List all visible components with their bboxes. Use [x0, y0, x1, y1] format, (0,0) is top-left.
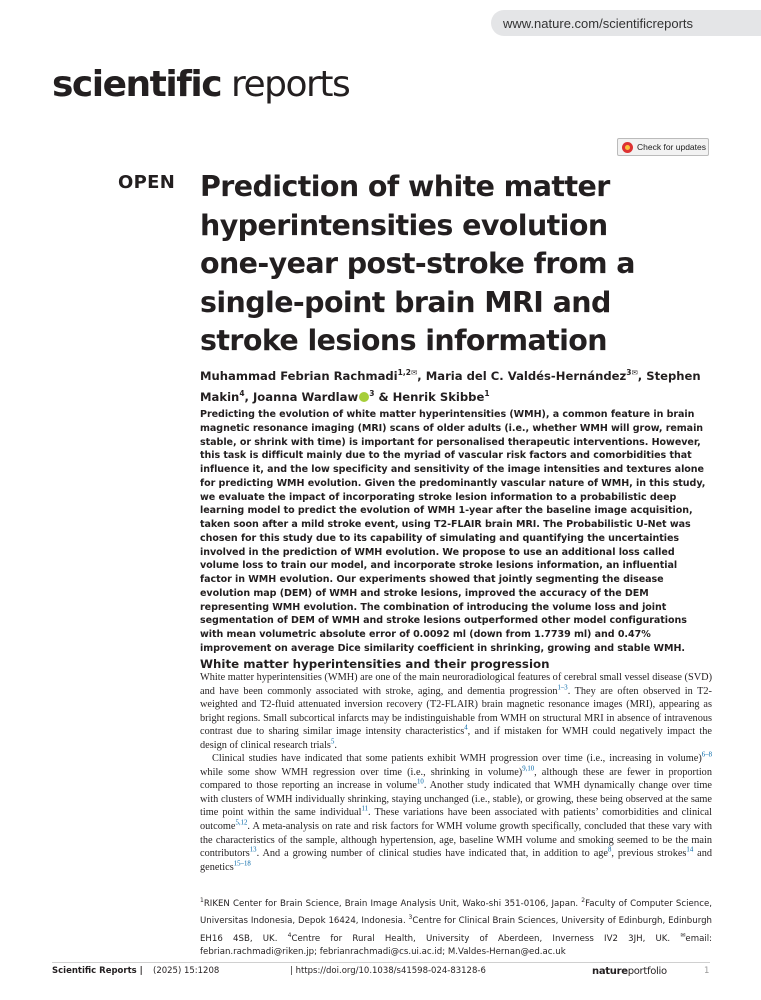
affiliation-marker: 4 [287, 931, 292, 939]
citation-link[interactable]: 11 [361, 806, 369, 814]
check-for-updates-label: Check for updates [637, 142, 706, 152]
citation-link[interactable]: 13 [249, 846, 257, 854]
affiliation-text: RIKEN Center for Brain Science, Brain Image Analysis Unit, Wako-shi 351-0106, Japan. [203, 898, 582, 909]
body-text-run: . A meta-analysis on rate and risk factors for WMH volume growth specifically, concluded that these vary with the characteristics of the sample, although hypertension, age, baseline WMH volume and smoking seemed to be the main contributors [200, 821, 712, 860]
open-access-label: OPEN [118, 172, 176, 193]
affiliation-text: Centre for Rural Health, University of Aberdeen, Inverness IV2 3JH, UK. [291, 933, 681, 944]
section-heading: White matter hyperintensities and their progression [200, 657, 550, 671]
affiliation-marker: ✉ [680, 931, 686, 939]
citation-link[interactable]: 6–8 [701, 751, 712, 759]
body-text-run: , and if mistaken for WMH could negatively impact the design of clinical research trials [200, 726, 712, 751]
citation-link[interactable]: 10 [417, 778, 424, 786]
author-name[interactable]: Maria del C. Valdés-Hernández [425, 368, 627, 383]
journal-logo-light: reports [221, 64, 350, 105]
page-footer [52, 966, 710, 980]
body-text-run: . These variations have been associated with patients’ comorbidities and clinical outcome [200, 807, 712, 833]
author-affiliation-marker: 1,2✉ [397, 368, 418, 377]
body-text-run: . Another study indicated that WMH dynamically change over time with clusters of WMH individually shrinking, staying unchanged (i.e., stable), or growing, these being observed at the same time point within the same individual [200, 780, 712, 819]
affiliation-marker: 3 [408, 914, 413, 922]
footer-doi-link[interactable]: | https://doi.org/10.1038/s41598-024-83128-6 [290, 966, 486, 976]
footer-journal: Scientific Reports | [52, 966, 143, 976]
body-paragraph [200, 671, 712, 752]
citation-link[interactable]: 4 [464, 724, 468, 732]
author-list [200, 364, 720, 406]
body-text-run: Clinical studies have indicated that some patients exhibit WMH progression over time (i.e., increasing in volume) [212, 753, 702, 765]
journal-url[interactable]: www.nature.com/scientificreports [503, 15, 694, 31]
author-affiliation-marker: 1 [484, 388, 490, 398]
author-name[interactable]: Stephen Makin [200, 368, 701, 404]
body-text-run: and genetics [200, 848, 712, 873]
body-text [200, 671, 712, 874]
affiliation-text: Centre for Clinical Brain Sciences, University of Edinburgh, Edinburgh EH16 4SB, UK. [200, 916, 712, 944]
body-text-run: while some show WMH regression over time (i.e., shrinking in volume) [200, 766, 523, 778]
affiliation-marker: 2 [581, 897, 586, 904]
body-text-run: , although these are fewer in proportion compared to those reporting an increase in volume [200, 766, 712, 792]
citation-link[interactable]: 14 [686, 846, 694, 854]
footer-divider [52, 962, 710, 963]
citation-link[interactable]: 15–18 [233, 860, 251, 868]
author-name[interactable]: Henrik Skibbe [392, 389, 485, 404]
affiliation-marker: 1 [200, 897, 204, 904]
affiliations [200, 894, 712, 960]
body-text-run: . They are often observed in T2-weighted and T2-fluid attenuated inversion recovery (T2-FLAIR) brain magnetic resonance images (MRI), appearing as bright regions. Small subcortical infarcts may be indistinguishable from WMH on structural MRI in absence of intravenous contrast due to sharing similar image intensity characteristics [200, 685, 712, 738]
author-separator: , [244, 389, 253, 404]
body-text-run: . [334, 739, 337, 751]
journal-logo [52, 64, 349, 105]
citation-link[interactable]: 5,12 [235, 819, 248, 827]
author-separator: , [417, 368, 426, 383]
citation-link[interactable]: 8 [608, 846, 612, 854]
author-separator: , [637, 368, 647, 383]
author-affiliation-marker: 4 [239, 388, 245, 398]
author-separator: & [374, 389, 393, 404]
body-text-run: White matter hyperintensities (WMH) are one of the main neuroradiological features of cerebral small vessel disease (SVD) and have been commonly associated with stroke, aging, and dementia progression [200, 672, 712, 697]
article-title: Prediction of white matter hyperintensities evolution one-year post-stroke from a single-point brain MRI and stroke lesions information [200, 170, 635, 357]
journal-logo-bold: scientific [52, 64, 222, 105]
crossmark-icon [622, 142, 633, 153]
citation-link[interactable]: 5 [330, 738, 335, 746]
check-for-updates-button[interactable] [617, 138, 709, 156]
journal-url-tab[interactable] [491, 10, 761, 36]
citation-link[interactable]: 1–3 [557, 684, 568, 692]
author-affiliation-marker: 3✉ [626, 368, 638, 377]
footer-citation: (2025) 15:1208 [153, 966, 220, 976]
affiliation-text: email: febrian.rachmadi@riken.jp; febrianrachmadi@cs.ui.ac.id; M.Valdes-Hernan@ed.ac.uk [200, 933, 713, 958]
author-name[interactable]: Joanna Wardlaw [252, 389, 359, 404]
affiliations-divider [200, 891, 712, 892]
nature-portfolio-bold: nature [592, 966, 628, 977]
body-paragraph [200, 752, 712, 874]
nature-portfolio-light: portfolio [627, 966, 667, 977]
author-affiliation-marker: 3 [369, 388, 375, 398]
body-text-run: . And a growing number of clinical studies have indicated that, in addition to age [256, 848, 608, 860]
affiliation-text: Faculty of Computer Science, Universitas Indonesia, Depok 16424, Indonesia. [200, 898, 712, 927]
orcid-icon[interactable] [359, 392, 369, 402]
author-name[interactable]: Muhammad Febrian Rachmadi [200, 368, 398, 383]
citation-link[interactable]: 9,10 [522, 765, 535, 773]
abstract: Predicting the evolution of white matter hyperintensities (WMH), a common feature in brain magnetic resonance imaging (MRI) scans of older adults (i.e., whether WMH will grow, remain stable, or shrink with time) is important for personalised therapeutic interventions. However, this task is difficult mainly due to the myriad of vascular risk factors and comorbidities that influence it, and the low specificity and sensitivity of the image intensities and textures alone for predicting WMH evolution. Given the predominantly vascular nature of WMH, in this study, we evaluate the impact of incorporating stroke lesion information to a probabilistic deep learning model to predict the evolution of WMH 1-year after the baseline image acquisition, taken soon after a mild stroke event, using T2-FLAIR brain MRI. The Probabilistic U-Net was chosen for this study due to its capability of simulating and quantifying the uncertainties involved in the prediction of WMH evolution. We propose to use an additional loss called volume loss to train our model, and incorporate stroke lesions information, an influential factor in WMH evolution. Our experiments showed that jointly segmenting the disease evolution map (DEM) of WMH and stroke lesions, improved the accuracy of the DEM representing WMH evolution. The combination of introducing the volume loss and joint segmentation of DEM of WMH and stroke lesions outperformed other model configurations with mean volumetric absolute error of 0.0092 ml (down from 1.7739 ml) and 0.47% improvement on average Dice similarity coefficient in shrinking, growing and stable WMH. [200, 409, 706, 654]
nature-portfolio-logo [592, 966, 667, 977]
body-text-run: , previous strokes [611, 848, 687, 860]
page-number: 1 [704, 966, 710, 976]
